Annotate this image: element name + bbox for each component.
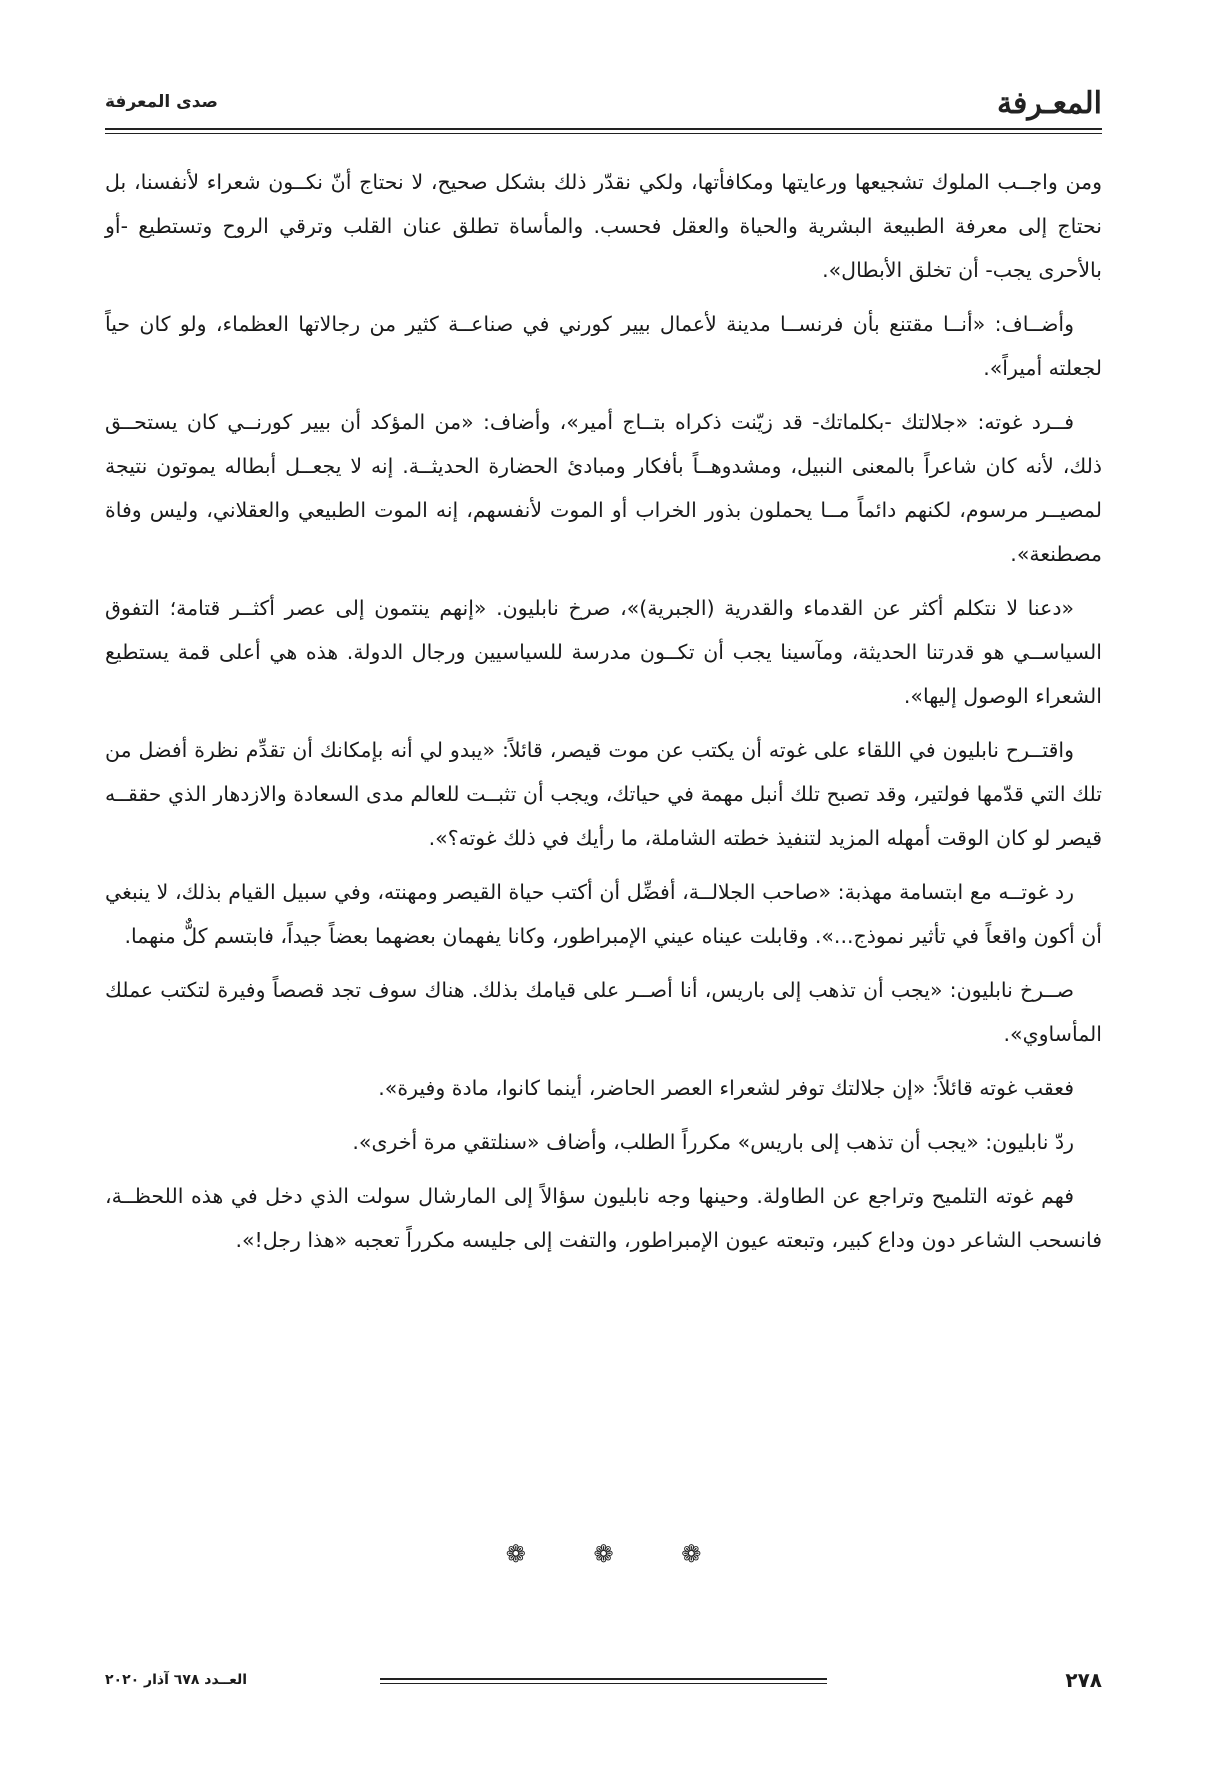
flower-ornament-icon: ❁ — [681, 1540, 702, 1568]
paragraph: ومن واجــب الملوك تشجيعها ورعايتها ومكافأتها، ولكي نقدّر ذلك بشكل صحيح، لا نحتاج أنّ نكــون شعراء لأنفسنا، بل نحتاج إلى معرفة الطبيعة البشرية والحياة والعقل فحسب. والمأساة تطلق عنان القلب وترقي الروح وتستطيع -أو بالأحرى يجب- أن تخلق الأبطال». — [105, 170, 1102, 282]
footer-divider — [380, 1678, 827, 1684]
flower-ornament-icon: ❁ — [593, 1540, 614, 1568]
paragraph: فهم غوته التلميح وتراجع عن الطاولة. وحينها وجه نابليون سؤالاً إلى المارشال سولت الذي دخل في هذه اللحظــة، فانسحب الشاعر دون وداع كبير، وتبعته عيون الإمبراطور، والتفت إلى جليسه مكرراً تعجبه «هذا رجل!». — [105, 1184, 1102, 1252]
page-header — [105, 78, 1102, 128]
issue-info: العــدد ٦٧٨ آذار ٢٠٢٠ — [105, 1672, 248, 1688]
magazine-logo: المعـرفة — [996, 86, 1102, 121]
header-divider — [105, 128, 1102, 134]
paragraph: فــرد غوته: «جلالتك -بكلماتك- قد زيّنت ذكراه بتــاج أمير»، وأضاف: «من المؤكد أن بيير كورنــي كان يستحــق ذلك، لأنه كان شاعراً بالمعنى النبيل، ومشدوهــاً بأفكار ومبادئ الحضارة الحديثــة. إنه لا يجعــل أبطاله يموتون نتيجة لمصيــر مرسوم، لكنهم دائماً مــا يحملون بذور الخراب أو الموت لأنفسهم، إنه الموت الطبيعي والعقلاني، وليس وفاة مصطنعة». — [105, 410, 1102, 566]
section-title: صدى المعرفة — [105, 92, 218, 112]
page-number: ٢٧٨ — [1065, 1668, 1102, 1692]
section-ornaments — [0, 1540, 1207, 1568]
article-body — [105, 160, 1102, 1272]
paragraph: ردّ نابليون: «يجب أن تذهب إلى باريس» مكرراً الطلب، وأضاف «سنلتقي مرة أخرى». — [352, 1130, 1074, 1154]
paragraph: صــرخ نابليون: «يجب أن تذهب إلى باريس، أنا أصــر على قيامك بذلك. هناك سوف تجد قصصاً وفيرة لتكتب عملك المأساوي». — [105, 978, 1102, 1046]
paragraph: وأضــاف: «أنــا مقتنع بأن فرنســا مدينة لأعمال بيير كورني في صناعــة كثير من رجالاتها العظماء، ولو كان حياً لجعلته أميراً». — [105, 312, 1102, 380]
paragraph: رد غوتــه مع ابتسامة مهذبة: «صاحب الجلالــة، أفضِّل أن أكتب حياة القيصر ومهنته، وفي سبيل القيام بذلك، لا ينبغي أن أكون واقعاً في تأثير نموذج...». وقابلت عيناه عيني الإمبراطور، وكانا يفهمان بعضهما بعضاً جيداً، فابتسم كلٌّ منهما. — [105, 880, 1102, 948]
paragraph: واقتــرح نابليون في اللقاء على غوته أن يكتب عن موت قيصر، قائلاً: «يبدو لي أنه بإمكانك أن تقدِّم نظرة أفضل من تلك التي قدّمها فولتير، وقد تصبح تلك أنبل مهمة في حياتك، ويجب أن تثبــت للعالم مدى السعادة والازدهار الذي حققــه قيصر لو كان الوقت أمهله المزيد لتنفيذ خطته الشاملة، ما رأيك في ذلك غوته؟». — [105, 738, 1102, 850]
page-footer — [105, 1668, 1102, 1708]
paragraph: «دعنا لا نتكلم أكثر عن القدماء والقدرية (الجبرية)»، صرخ نابليون. «إنهم ينتمون إلى عصر أكثــر قتامة؛ التفوق السياســي هو قدرتنا الحديثة، ومآسينا يجب أن تكــون مدرسة للسياسيين ورجال الدولة. هذه هي أعلى قمة يستطيع الشعراء الوصول إليها». — [105, 596, 1102, 708]
flower-ornament-icon: ❁ — [505, 1540, 526, 1568]
paragraph: فعقب غوته قائلاً: «إن جلالتك توفر لشعراء العصر الحاضر، أينما كانوا، مادة وفيرة». — [378, 1076, 1074, 1100]
